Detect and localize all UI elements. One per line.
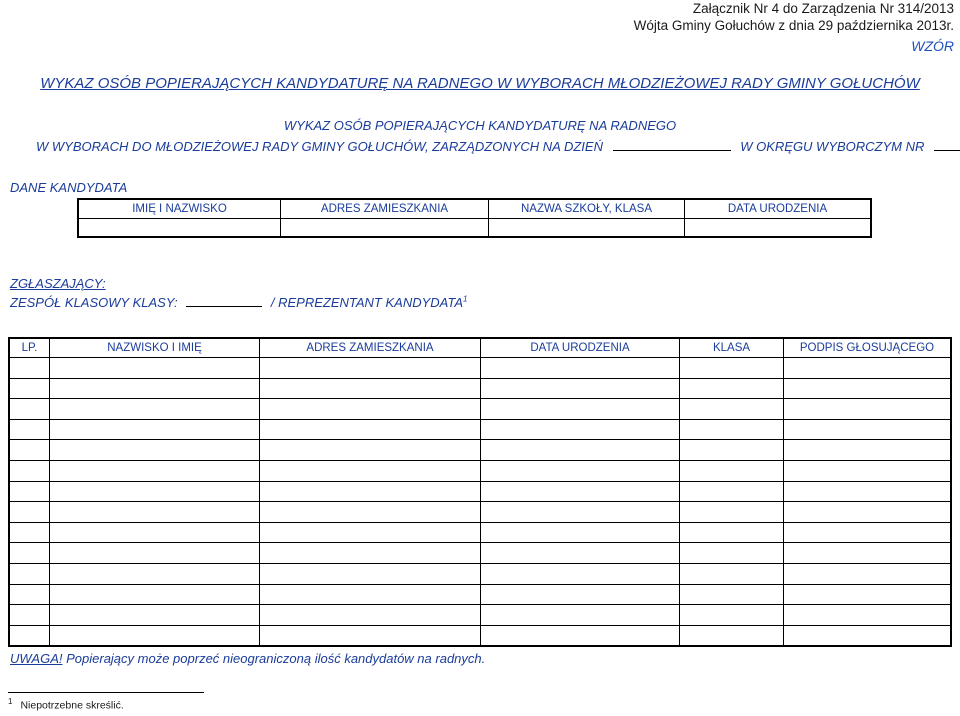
table-row [9,358,951,379]
table-cell[interactable] [9,460,50,481]
column-header: IMIĘ I NAZWISKO [78,199,281,219]
representative-label: / REPREZENTANT KANDYDATA [270,295,464,310]
footnote-mark: 1 [8,697,13,706]
table-cell[interactable] [260,543,481,564]
table-cell[interactable] [9,563,50,584]
submitter-line [10,294,467,310]
table-cell[interactable] [680,358,784,379]
table-cell[interactable] [481,584,680,605]
table-cell[interactable] [260,419,481,440]
column-header: PODPIS GŁOSUJĄCEGO [784,338,952,358]
form-subtitle-part-b: W OKRĘGU WYBORCZYM NR [740,139,925,154]
column-header: DATA URODZENIA [685,199,872,219]
annex-reference: Załącznik Nr 4 do Zarządzenia Nr 314/2013 [692,1,954,16]
supporters-table [8,337,952,647]
table-cell[interactable] [9,378,50,399]
candidate-table-header [78,199,871,219]
column-header: DATA URODZENIA [481,338,680,358]
table-cell[interactable] [481,460,680,481]
table-cell[interactable] [260,625,481,646]
form-subtitle [36,138,960,154]
table-row [9,481,951,502]
date-blank-field[interactable] [613,138,731,151]
class-team-label: ZESPÓŁ KLASOWY KLASY: [10,295,178,310]
table-row [9,399,951,420]
column-header: NAZWA SZKOŁY, KLASA [489,199,685,219]
table-cell[interactable] [9,399,50,420]
candidate-data-row [78,219,871,238]
table-cell[interactable] [50,358,260,379]
column-header: KLASA [680,338,784,358]
table-row [9,605,951,626]
table-cell[interactable] [260,584,481,605]
table-cell[interactable] [680,399,784,420]
notice-text: Popierający może poprzeć nieograniczoną ilość kandydatów na radnych. [62,651,486,666]
district-number-blank-field[interactable] [934,138,960,151]
table-row [9,440,951,461]
table-cell[interactable] [481,440,680,461]
table-cell[interactable] [50,563,260,584]
supporters-table-header [9,338,951,358]
table-cell[interactable] [680,584,784,605]
table-cell[interactable] [481,543,680,564]
table-cell[interactable] [50,625,260,646]
table-cell[interactable] [260,358,481,379]
candidate-section-label: DANE KANDYDATA [10,180,128,195]
form-subtitle-part-a: W WYBORACH DO MŁODZIEŻOWEJ RADY GMINY GOŁUCHÓW, ZARZĄDZONYCH NA DZIEŃ [36,139,603,154]
table-cell[interactable] [784,440,952,461]
table-cell[interactable] [260,440,481,461]
table-cell[interactable] [260,502,481,523]
table-cell[interactable] [50,605,260,626]
table-cell[interactable] [260,481,481,502]
table-cell[interactable] [9,543,50,564]
annex-issuer: Wójta Gminy Gołuchów z dnia 29 października 2013r. [633,18,954,33]
notice [10,651,485,666]
table-cell[interactable] [481,605,680,626]
table-cell[interactable] [50,378,260,399]
table-cell[interactable] [50,584,260,605]
table-cell[interactable] [9,419,50,440]
table-cell[interactable] [260,378,481,399]
table-cell[interactable] [680,543,784,564]
table-cell[interactable] [260,605,481,626]
table-cell[interactable] [784,481,952,502]
table-cell[interactable] [784,460,952,481]
class-blank-field[interactable] [186,294,262,307]
table-cell[interactable] [9,502,50,523]
table-cell[interactable] [784,543,952,564]
table-cell[interactable] [784,419,952,440]
table-cell[interactable] [680,502,784,523]
table-cell[interactable] [784,358,952,379]
table-cell[interactable] [784,399,952,420]
table-row [9,625,951,646]
table-cell[interactable] [9,481,50,502]
table-cell[interactable] [680,625,784,646]
candidate-table [77,198,872,238]
template-label: WZÓR [911,38,954,54]
table-row [9,584,951,605]
table-row [9,460,951,481]
candidate-name-cell[interactable] [78,219,281,238]
table-cell[interactable] [50,440,260,461]
table-cell[interactable] [260,399,481,420]
table-cell[interactable] [680,378,784,399]
candidate-address-cell[interactable] [281,219,489,238]
table-cell[interactable] [50,419,260,440]
table-cell[interactable] [481,522,680,543]
table-row [9,543,951,564]
table-cell[interactable] [50,543,260,564]
table-cell[interactable] [260,563,481,584]
table-cell[interactable] [9,625,50,646]
submitter-label-text: ZGŁASZAJĄCY: [10,276,106,291]
table-cell[interactable] [260,522,481,543]
document-title: WYKAZ OSÓB POPIERAJĄCYCH KANDYDATURĘ NA RADNEGO W WYBORACH MŁODZIEŻOWEJ RADY GMINY GOŁUCHÓW [40,75,920,92]
table-cell[interactable] [9,522,50,543]
table-cell[interactable] [50,460,260,481]
table-cell[interactable] [680,563,784,584]
table-cell[interactable] [260,460,481,481]
table-row [9,378,951,399]
table-row [9,502,951,523]
table-cell[interactable] [50,522,260,543]
table-row [9,522,951,543]
candidate-birthdate-cell[interactable] [685,219,872,238]
table-cell[interactable] [680,440,784,461]
table-cell[interactable] [9,358,50,379]
table-cell[interactable] [9,605,50,626]
table-cell[interactable] [784,563,952,584]
footnote-text: Niepotrzebne skreślić. [20,699,124,712]
table-cell[interactable] [50,399,260,420]
column-header: ADRES ZAMIESZKANIA [260,338,481,358]
table-cell[interactable] [680,460,784,481]
table-cell[interactable] [784,584,952,605]
table-cell[interactable] [784,378,952,399]
table-cell[interactable] [481,399,680,420]
table-row [9,419,951,440]
table-cell[interactable] [680,605,784,626]
form-title: WYKAZ OSÓB POPIERAJĄCYCH KANDYDATURĘ NA RADNEGO [283,118,677,133]
footnote-divider [8,692,204,693]
table-cell[interactable] [50,481,260,502]
supporters-rows [9,358,951,647]
table-cell[interactable] [481,481,680,502]
notice-prefix: UWAGA! [10,651,63,666]
candidate-school-cell[interactable] [489,219,685,238]
table-cell[interactable] [784,625,952,646]
column-header: NAZWISKO I IMIĘ [50,338,260,358]
table-cell[interactable] [481,563,680,584]
table-cell[interactable] [50,502,260,523]
table-row [9,563,951,584]
table-cell[interactable] [784,605,952,626]
table-cell[interactable] [481,419,680,440]
footnote-reference: 1 [463,294,468,304]
table-cell[interactable] [481,378,680,399]
table-cell[interactable] [481,358,680,379]
footnote [8,697,124,712]
table-cell[interactable] [680,481,784,502]
table-cell[interactable] [680,522,784,543]
table-cell[interactable] [784,502,952,523]
table-cell[interactable] [481,502,680,523]
table-cell[interactable] [9,584,50,605]
table-cell[interactable] [9,440,50,461]
table-cell[interactable] [784,522,952,543]
table-cell[interactable] [481,625,680,646]
column-header: LP. [9,338,50,358]
column-header: ADRES ZAMIESZKANIA [281,199,489,219]
submitter-label [10,276,106,291]
table-cell[interactable] [680,419,784,440]
